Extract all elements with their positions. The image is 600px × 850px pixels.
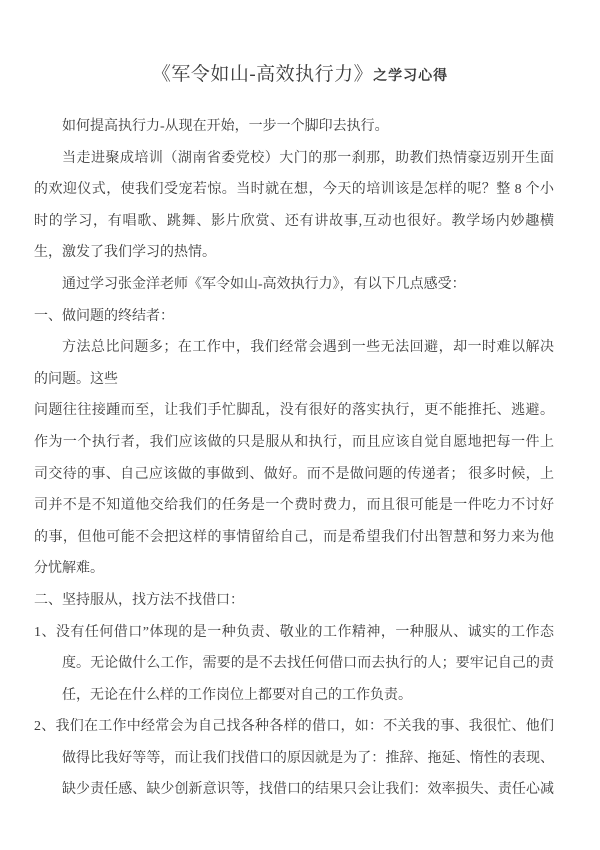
text-line: 司交待的事、自己应该做的事做到、做好。而不是做问题的传递者； 很多时候，上: [34, 466, 554, 482]
text-line: 问题往往接踵而至，让我们手忙脚乱，没有很好的落实执行，更不能推托、逃避。: [34, 403, 554, 419]
text-line: 通过学习张金洋老师《军令如山-高效执行力》，有以下几点感受：: [62, 276, 466, 292]
text-line: 的问题。这些: [34, 371, 118, 387]
document-body: [0, 111, 600, 806]
text-line: 司并不是不知道他交给我们的任务是一个费时费力，而且很可能是一件吃力不讨好: [34, 498, 554, 514]
text-line: 生，激发了我们学习的热情。: [34, 245, 216, 261]
list-item-line: 缺少责任感、缺少创新意识等，找借口的结果只会让我们：效率损失、责任心减: [62, 782, 554, 798]
list-item-line: 任，无论在什么样的工作岗位上都要对自己的工作负责。: [62, 687, 412, 703]
list-item-line: 度。无论做什么工作，需要的是不去找任何借口而去执行的人；要牢记自己的责: [62, 656, 554, 672]
text-line: 当走进聚成培训（湖南省委党校）大门的那一刹那，助教们热情豪迈别开生面: [62, 150, 554, 166]
list-item-line: 做得比我好等等，而让我们找借口的原因就是为了：推辞、拖延、惰性的表现、: [62, 750, 554, 766]
document-title-main: 《军令如山-高效执行力》: [151, 64, 374, 85]
list-item-line: 1、没有任何借口”体现的是一种负责、敬业的工作精神，一种服从、诚实的工作态: [34, 624, 554, 640]
section-heading-2: 二、坚持服从，找方法不找借口：: [34, 592, 244, 608]
text-line: 的欢迎仪式，使我们受宠若惊。当时就在想，今天的培训该是怎样的呢？整 8 个小: [34, 182, 554, 198]
text-line: 分忧解难。: [34, 561, 104, 577]
list-item-line: 2、我们在工作中经常会为自己找各种各样的借口，如：不关我的事、我很忙、他们: [34, 719, 554, 735]
text-line: 时的学习，有唱歌、跳舞、影片欣赏、还有讲故事,互动也很好。教学场内妙趣横: [34, 213, 554, 229]
document-title-suffix: 之学习心得: [373, 69, 449, 84]
text-line: 如何提高执行力-从现在开始，一步一个脚印去执行。: [62, 119, 389, 134]
section-heading-1: 一、做问题的终结者：: [34, 308, 174, 324]
document-title: [0, 58, 600, 92]
text-line: 方法总比问题多；在工作中，我们经常会遇到一些无法回避，却一时难以解决: [62, 340, 554, 356]
text-line: 的事，但他可能不会把这样的事情留给自己，而是希望我们付出智慧和努力来为他: [34, 529, 554, 545]
text-line: 作为一个执行者，我们应该做的只是服从和执行，而且应该自觉自愿地把每一件上: [34, 434, 554, 450]
